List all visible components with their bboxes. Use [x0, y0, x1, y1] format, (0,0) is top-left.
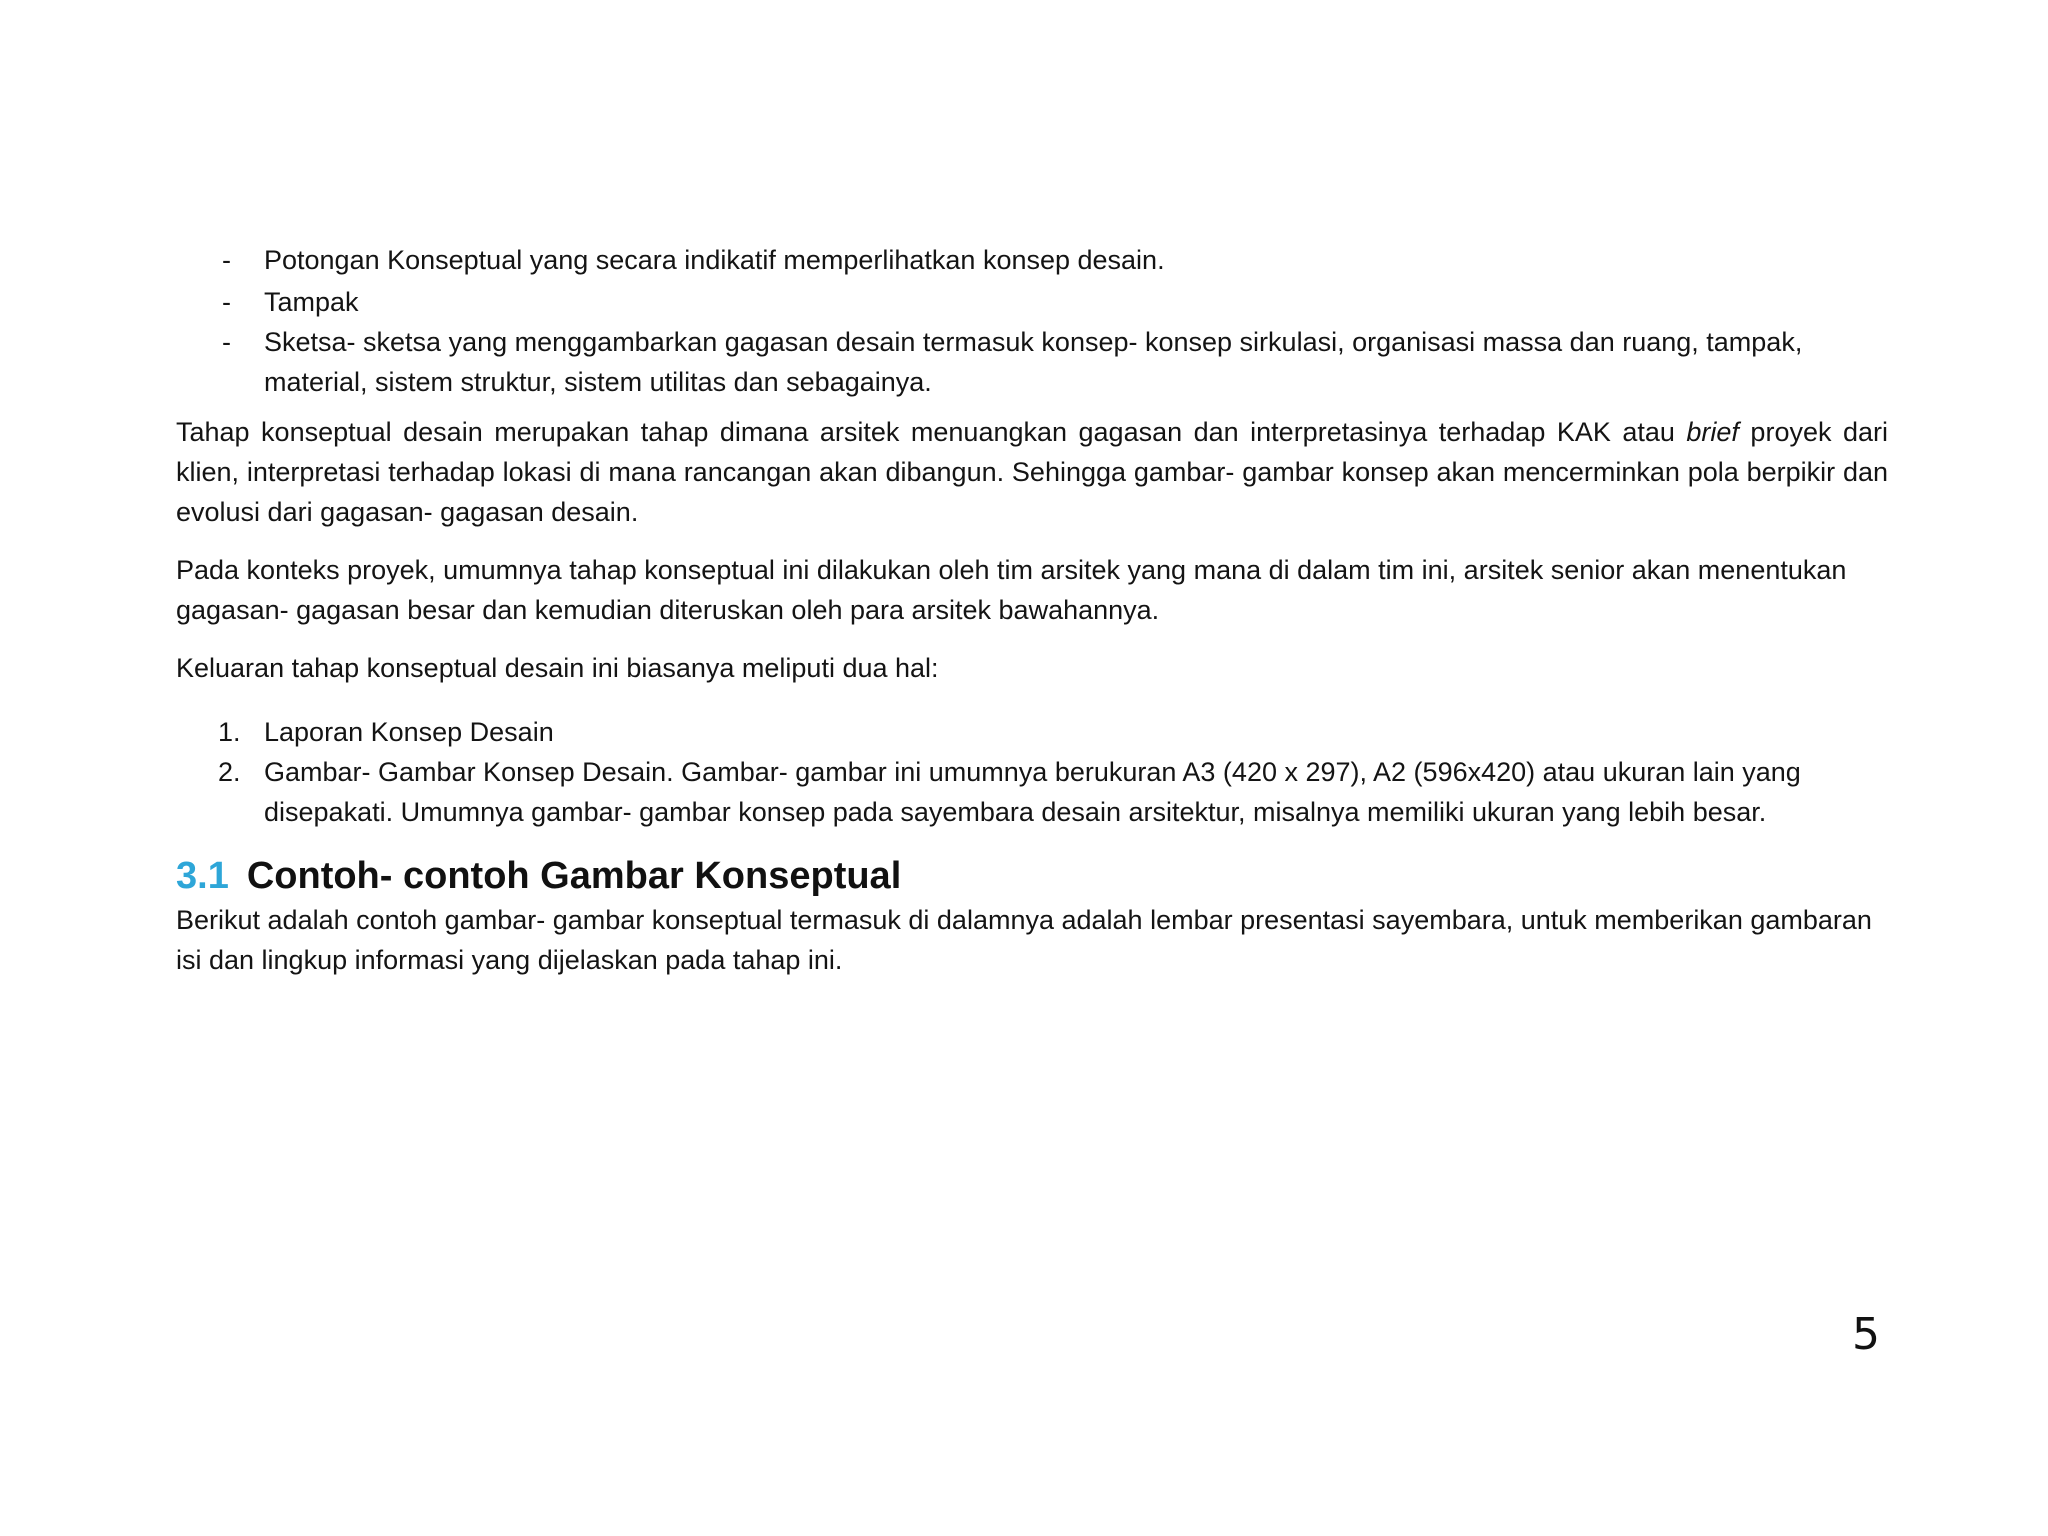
paragraph-text: Tahap konseptual desain merupakan tahap dimana arsitek menuangkan gagasan dan interpretasinya terhadap KAK atau — [176, 417, 1687, 447]
list-item — [176, 752, 1888, 832]
section-title: Contoh- contoh Gambar Konseptual — [246, 855, 902, 897]
list-number: 2. — [218, 757, 241, 787]
list-item-text: Laporan Konsep Desain — [264, 717, 554, 747]
section-number: 3.1 — [176, 855, 229, 897]
page-number: 5 — [1852, 1309, 1880, 1360]
list-item: - Tampak — [176, 282, 1888, 322]
numbered-list — [176, 712, 1888, 832]
paragraph-text: proyek dari klien, interpretasi terhadap lokasi di mana rancangan akan dibangun. Sehingga gambar- gambar konsep akan mencerminkan pola berpikir dan evolusi dari gagasan- gagasan desain. — [176, 417, 1888, 527]
list-item: - Potongan Konseptual yang secara indikatif memperlihatkan konsep desain. — [176, 240, 1888, 280]
paragraph-keluaran: Keluaran tahap konseptual desain ini biasanya meliputi dua hal: — [176, 653, 939, 683]
paragraph-konseptual-desain — [176, 412, 1888, 532]
dash-bullet-list — [176, 240, 1888, 402]
list-item-text: Gambar- Gambar Konsep Desain. Gambar- gambar ini umumnya berukuran A3 (420 x 297), A2 (596x420) atau ukuran lain yang disepakati. Umumnya gambar- gambar konsep pada sayembara desain arsitektur, misalnya memiliki ukuran yang lebih besar. — [264, 757, 1801, 827]
italic-term: brief — [1686, 417, 1739, 447]
list-number: 1. — [218, 717, 241, 747]
section-heading — [176, 852, 1888, 900]
list-item — [176, 712, 1888, 752]
page-content — [176, 240, 1888, 998]
paragraph-konteks-proyek: Pada konteks proyek, umumnya tahap konseptual ini dilakukan oleh tim arsitek yang mana di dalam tim ini, arsitek senior akan menentukan gagasan- gagasan besar dan kemudian diteruskan oleh para arsitek bawahannya. — [176, 555, 1847, 625]
list-item: - Sketsa- sketsa yang menggambarkan gagasan desain termasuk konsep- konsep sirkulasi, organisasi massa dan ruang, tampak, material, sistem struktur, sistem utilitas dan sebagainya. — [176, 322, 1888, 402]
paragraph-berikut: Berikut adalah contoh gambar- gambar konseptual termasuk di dalamnya adalah lembar presentasi sayembara, untuk memberikan gambaran isi dan lingkup informasi yang dijelaskan pada tahap ini. — [176, 905, 1872, 975]
